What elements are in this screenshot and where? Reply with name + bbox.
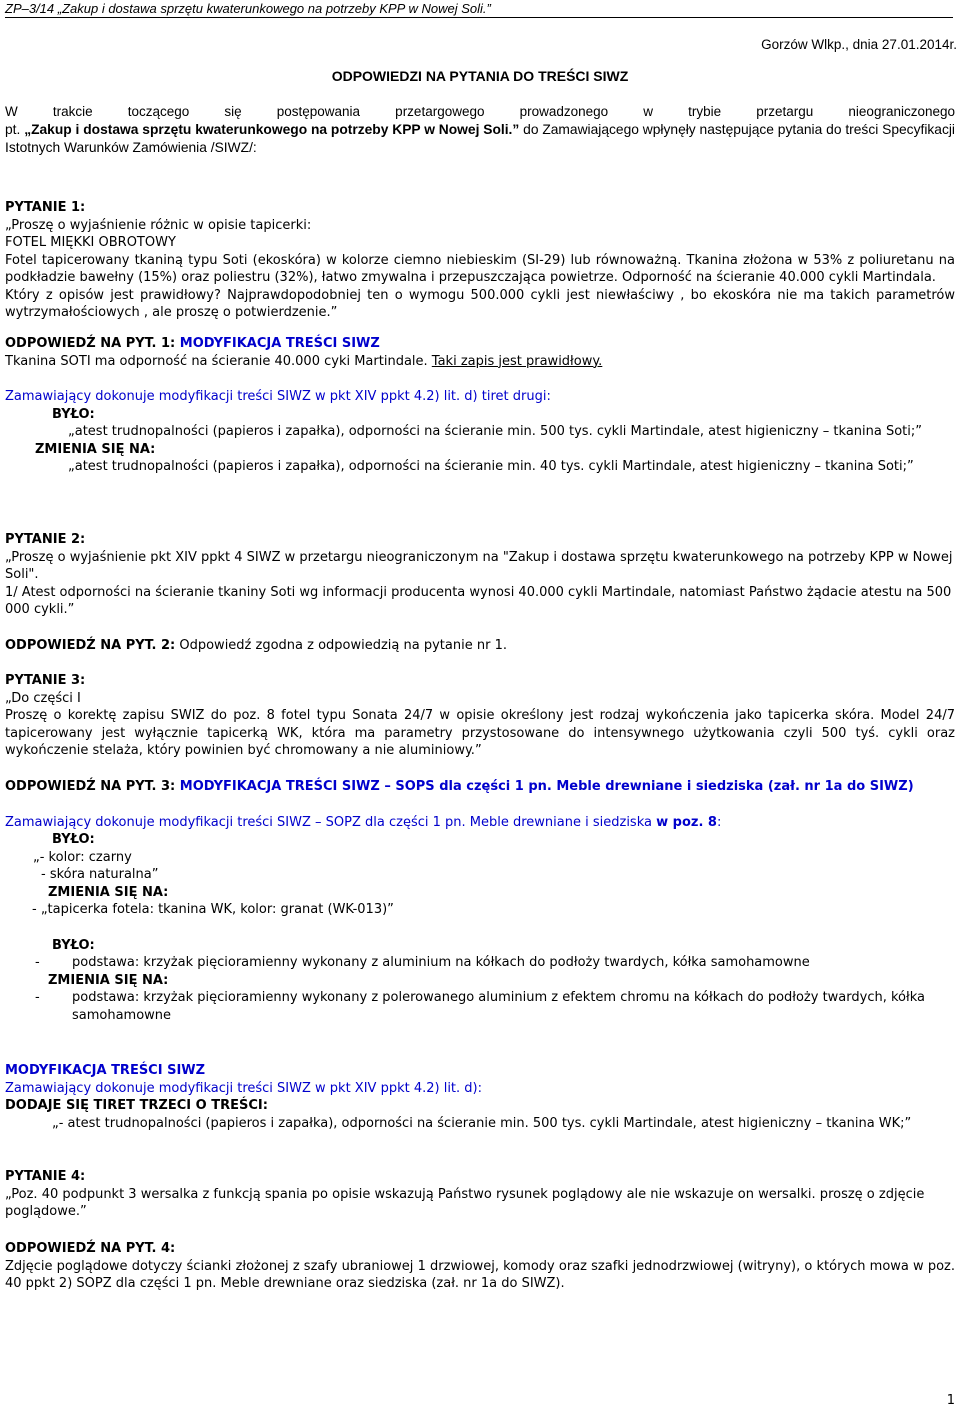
answer-3-mline-a: Zamawiający dokonuje modyfikacji treści SIWZ – SOPZ dla części 1 pn. Meble drewniane i siedziska [5,814,657,830]
question-4-text: „Poz. 40 podpunkt 3 wersalka z funkcją spania po opisie wskazują Państwo rysunek poglądowy ale nie wskazuje on wersalki. proszę o zdjęcie poglądowe.” [5,1186,925,1219]
answer-3-bylo-3-dash: - [35,955,40,970]
question-3-line-2: Proszę o korektę zapisu SWIZ do poz. 8 fotel typu Sonata 24/7 w opisie określony jest rodzaj wykończenia jako tapicerka skóra. Model 24/7 tapicerowany jest wyłącznie tapicerką WK, która ma parametry przystosowane do intensywnego użytkowania czyli 500 tyś. cykli oraz wykończenie stelaża, który powinien być chromowany a nie aluminiowy.” [5,708,955,758]
page-number: 1 [946,1392,955,1408]
document-header: ZP–3/14 „Zakup i dostawa sprzętu kwaterunkowego na potrzeby KPP w Nowej Soli.” [5,0,953,18]
answer-3-bylo-1: „- kolor: czarny [33,849,132,865]
question-1 [5,199,955,322]
answer-4-label: ODPOWIEDŹ NA PYT. 4: [5,1241,176,1256]
answer-1-underlined: Taki zapis jest prawidłowy. [431,353,603,369]
question-2-line-2: 1/ Atest odporności na ścieranie tkaniny Soti wg informacji producenta wynosi 40.000 cykli Martindale, natomiast Państwo żądacie atestu na 500 000 cykli.” [5,584,952,617]
answer-3-zmienia-2-dash: - [35,990,40,1005]
answer-3-mline-b: w poz. 8 [656,814,717,830]
intro-pt: pt. [5,122,25,137]
question-1-line-2: FOTEL MIĘKKI OBROTOWY [5,235,176,250]
document-date: Gorzów Wlkp., dnia 27.01.2014r. [761,37,957,52]
question-2 [5,531,955,619]
question-4 [5,1168,955,1221]
answer-3-zmienia-2: podstawa: krzyżak pięcioramienny wykonany z polerowanego aluminium z efektem chromu na kółkach do podłoży twardych, kółka samohamowne [72,990,925,1023]
answer-3-zmienia: ZMIENIA SIĘ NA: [48,884,169,900]
modification-2-add: DODAJE SIĘ TIRET TRZECI O TREŚCI: [5,1098,268,1113]
modification-2-heading: MODYFIKACJA TREŚCI SIWZ [5,1063,206,1078]
answer-3-modification: MODYFIKACJA TREŚCI SIWZ – SOPS dla części 1 pn. Meble drewniane i siedziska (zał. nr 1a do SIWZ) [179,779,914,794]
answer-3-mline-c: : [716,814,722,830]
modification-2 [5,1062,955,1132]
question-3 [5,672,955,760]
answer-3-zmienia-2-heading: ZMIENIA SIĘ NA: [48,972,169,988]
answer-3 [5,778,955,1024]
question-2-line-1: „Proszę o wyjaśnienie pkt XIV ppkt 4 SIWZ w przetargu nieograniczonym na "Zakup i dostawa sprzętu kwaterunkowego na potrzeby KPP w Nowej Soli". [5,549,953,582]
answer-3-bylo-3: podstawa: krzyżak pięcioramienny wykonany z aluminium na kółkach do podłoży twardych, kółka samohamowne [72,955,810,970]
question-1-line-4: Który z opisów jest prawidłowy? Najprawdopodobniej ten o wymogu 500.000 cykli jest niewłaściwy , bo ekoskóra nie ma takich parametrów wytrzymałościowych , ale proszę o potwierdzenie.” [5,287,955,320]
intro-line-1: W trakcie toczącego się postępowania przetargowego prowadzonego w trybie przetargu nieograniczonego [5,104,955,119]
answer-1-modification: MODYFIKACJA TREŚCI SIWZ [179,336,380,351]
answer-2-label: ODPOWIEDŹ NA PYT. 2: [5,638,176,653]
answer-1-zmienia-text: „atest trudnopalności (papieros i zapałka), odporności na ścieranie min. 40 tys. cykli Martindale, atest higieniczny – tkanina Soti;” [68,459,914,474]
question-4-heading: PYTANIE 4: [5,1169,86,1184]
answer-2-text: Odpowiedź zgodna z odpowiedzią na pytanie nr 1. [175,638,507,653]
answer-1-zmienia: ZMIENIA SIĘ NA: [35,441,156,457]
modification-2-line: Zamawiający dokonuje modyfikacji treści SIWZ w pkt XIV ppkt 4.2) lit. d): [5,1080,482,1096]
answer-1-text: Tkanina SOTI ma odporność na ścieranie 40.000 cyki Martindale. [5,353,432,369]
question-1-line-1: „Proszę o wyjaśnienie różnic w opisie tapicerki: [5,217,312,233]
answer-3-bylo-2-heading: BYŁO: [52,937,95,953]
intro-paragraph [5,103,955,157]
modification-2-text: „- atest trudnopalności (papieros i zapałka), odporności na ścieranie min. 500 tys. cykli Martindale, atest higieniczny – tkanina WK;” [52,1115,912,1131]
question-1-heading: PYTANIE 1: [5,200,86,215]
answer-1-label: ODPOWIEDŹ NA PYT. 1: [5,336,180,351]
answer-4 [5,1240,955,1293]
question-1-line-3: Fotel tapicerowany tkaniną typu Soti (ekoskóra) w kolorze ciemno niebieskim (SI-29) lub równoważną. Tkanina złożona w 53% z poliuretanu na podkładzie bawełny (15%) oraz poliestru (32%), łatwo zmywalna i przepuszczająca powietrze. Odporność na ścieranie 40.000 cykli Martindala. [5,252,955,285]
answer-2 [5,637,955,655]
question-3-line-1: „Do części I [5,690,81,706]
answer-4-text: Zdjęcie poglądowe dotyczy ścianki złożonej z szafy ubraniowej 1 drzwiowej, komody oraz szafki jednodrzwiowej (witryny), o których mowa w poz. 40 ppkt 2) SOPZ dla części 1 pn. Meble drewniane oraz siedziska (zał. nr 1a do SIWZ). [5,1258,955,1291]
question-2-heading: PYTANIE 2: [5,532,86,547]
answer-3-label: ODPOWIEDŹ NA PYT. 3: [5,779,180,794]
answer-1-modification-line: Zamawiający dokonuje modyfikacji treści SIWZ w pkt XIV ppkt 4.2) lit. d) tiret drugi: [5,389,551,404]
answer-3-zmienia-1: - „tapicerka fotela: tkanina WK, kolor: granat (WK-013)” [32,902,394,917]
answer-1-bylo: BYŁO: [52,406,95,422]
question-3-heading: PYTANIE 3: [5,673,86,688]
intro-rest: do Zamawiającego wpłynęły następujące pytania do treści Specyfikacji Istotnych Warunków Zamówienia /SIWZ/: [5,122,955,155]
answer-1-bylo-text: „atest trudnopalności (papieros i zapałka), odporności na ścieranie min. 500 tys. cykli Martindale, atest higieniczny – tkanina Soti;” [68,424,923,439]
document-title: ODPOWIEDZI NA PYTANIA DO TREŚCI SIWZ [331,68,629,84]
answer-3-bylo-2: - skóra naturalna” [41,867,159,882]
answer-3-bylo: BYŁO: [52,832,95,847]
answer-1 [5,335,955,476]
intro-tender-name: „Zakup i dostawa sprzętu kwaterunkowego na potrzeby KPP w Nowej Soli.” [24,122,520,137]
